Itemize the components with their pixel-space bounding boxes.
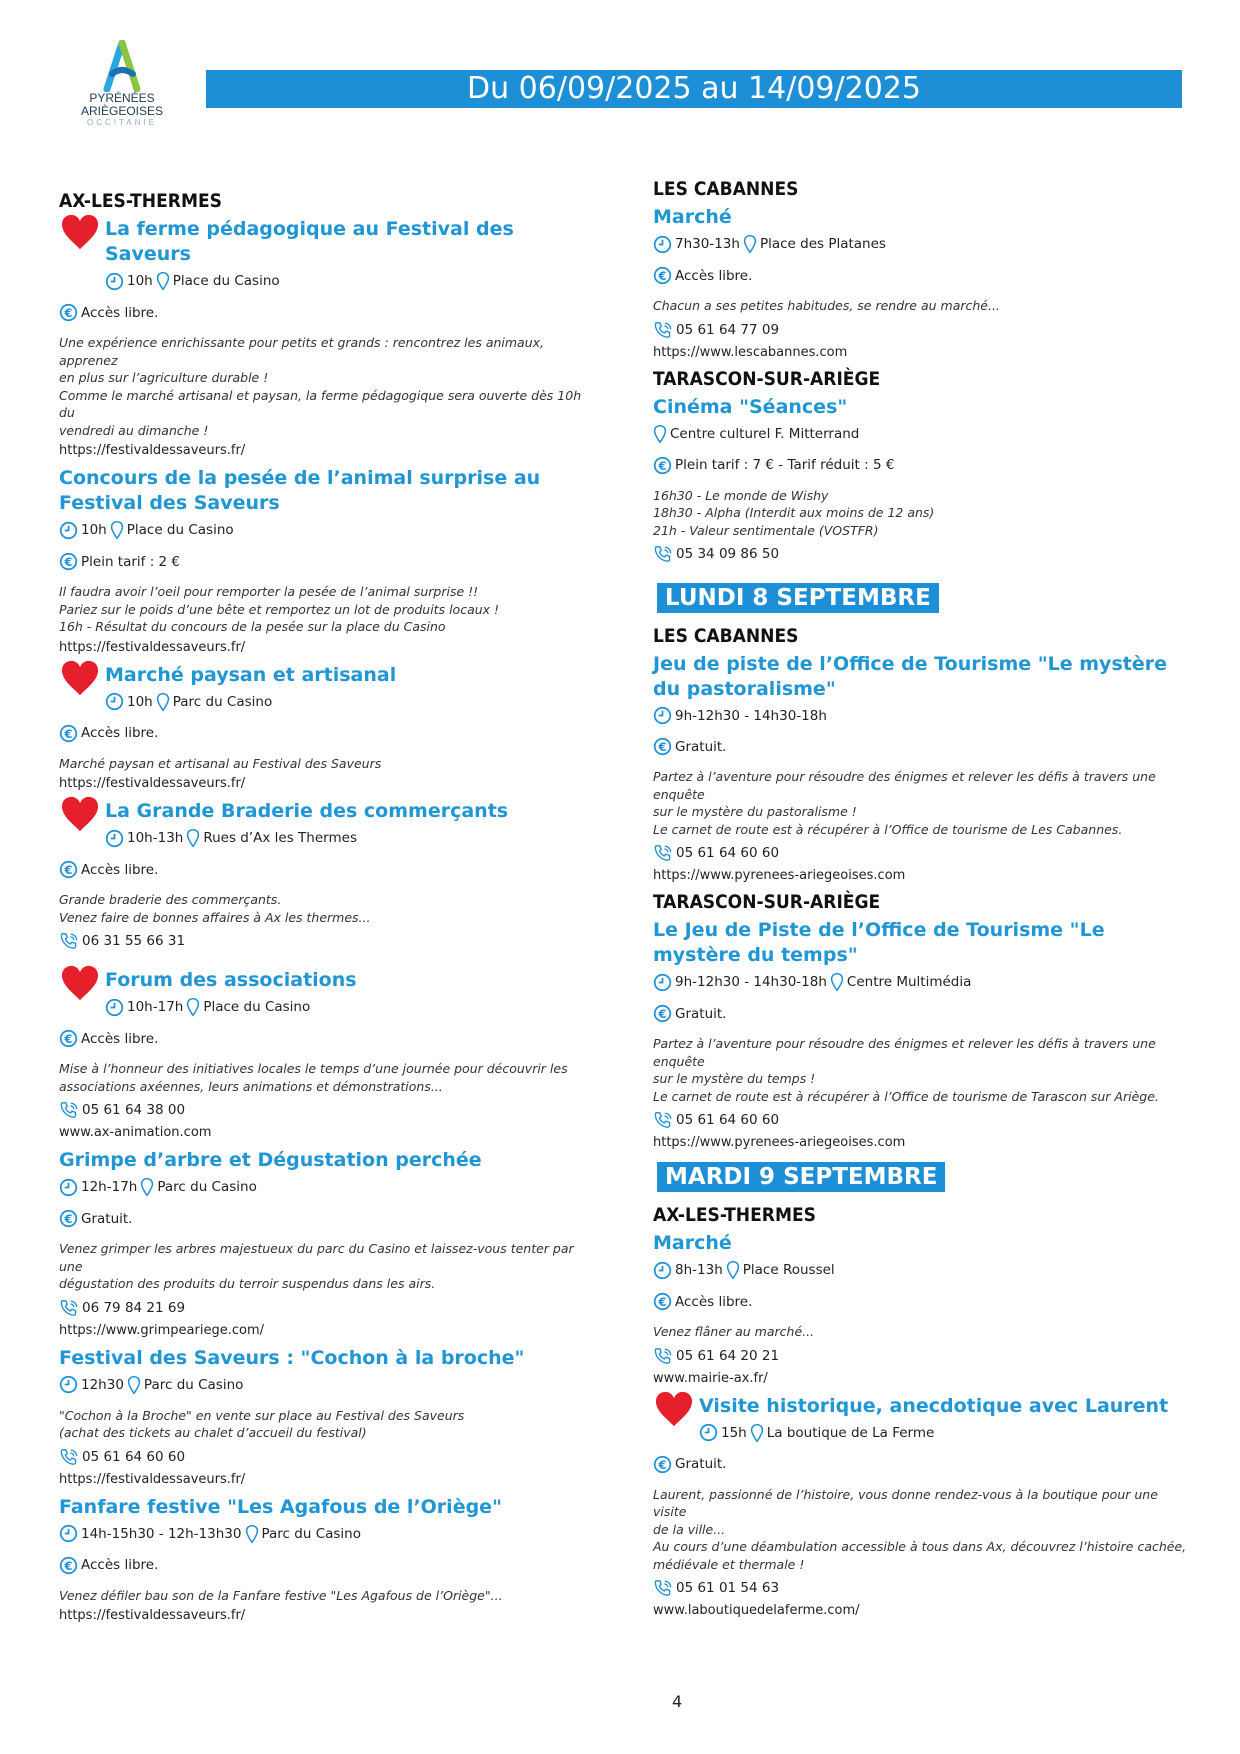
event-url[interactable]: https://www.grimpeariege.com/ xyxy=(59,1322,265,1338)
event-price-row xyxy=(653,1004,1193,1023)
euro-icon xyxy=(59,1556,78,1575)
town-heading: TARASCON-SUR-ARIÈGE xyxy=(653,891,881,913)
right-column xyxy=(653,178,1193,1626)
event-phone[interactable]: 05 61 64 60 60 xyxy=(676,1112,780,1128)
heart-icon xyxy=(59,213,101,251)
event-phone[interactable]: 05 34 09 86 50 xyxy=(676,546,780,562)
clock-icon xyxy=(105,272,124,291)
event-title[interactable]: La ferme pédagogique au Festival des Saveurs xyxy=(105,218,514,265)
phone-icon xyxy=(653,844,673,862)
event-time: 8h-13h xyxy=(675,1262,723,1278)
event-time: 14h-15h30 - 12h-13h30 xyxy=(81,1525,242,1542)
phone-icon xyxy=(59,1299,79,1317)
event-time-place xyxy=(653,972,1193,992)
event-title[interactable]: Cinéma "Séances" xyxy=(653,395,848,418)
euro-icon xyxy=(59,860,78,879)
town-heading: LES CABANNES xyxy=(653,625,799,647)
event-title[interactable]: Marché paysan et artisanal xyxy=(105,663,397,686)
event-time-place xyxy=(59,997,599,1017)
location-pin-icon xyxy=(653,424,667,444)
event-price-row xyxy=(59,724,599,743)
event-title[interactable]: La Grande Braderie des commerçants xyxy=(105,800,509,822)
event-time-row xyxy=(653,706,1193,725)
event-time: 12h-17h xyxy=(81,1179,138,1195)
event-description: Laurent, passionné de l’histoire, vous donne rendez-vous à la boutique pour une visite de la ville... Au cours d’une déambulation accessible à tous dans Ax, découvrez l’histoire cachée, médiévale et thermale ! xyxy=(653,1486,1187,1572)
location-pin-icon xyxy=(245,1524,259,1544)
location-pin-icon xyxy=(186,828,200,848)
event-card xyxy=(59,466,599,655)
day-banner: MARDI 9 SEPTEMBRE xyxy=(657,1162,945,1192)
event-price-row xyxy=(653,1455,1193,1474)
event-place-row xyxy=(653,424,1193,444)
event-time: 10h-13h xyxy=(127,830,184,846)
event-description: Partez à l’aventure pour résoudre des énigmes et relever les défis à travers une enquête sur le mystère du temps ! Le carnet de route est à récupérer à l’Office de tourisme de Tarascon sur Ariège. xyxy=(653,1036,1159,1104)
euro-icon xyxy=(653,1004,672,1023)
event-place: Rues d’Ax les Thermes xyxy=(203,830,357,846)
clock-icon xyxy=(105,998,124,1017)
event-place: Parc du Casino xyxy=(143,1376,244,1393)
location-pin-icon xyxy=(186,997,200,1017)
phone-icon xyxy=(59,1448,79,1466)
event-price-row xyxy=(59,303,599,322)
page-number: 4 xyxy=(672,1692,683,1711)
clock-icon xyxy=(59,1375,78,1394)
euro-icon xyxy=(59,1209,78,1228)
town-heading: LES CABANNES xyxy=(653,178,799,200)
event-phone[interactable]: 05 61 64 20 21 xyxy=(676,1347,780,1364)
clock-icon xyxy=(653,706,672,725)
event-phone[interactable]: 06 31 55 66 31 xyxy=(82,933,186,949)
event-description: Une expérience enrichissante pour petits et grands : rencontrez les animaux, apprenez en plus sur l’agriculture durable ! Comme le marché artisanal et paysan, la ferme pédagogique sera ouverte dès 10h du vendredi au dimanche ! xyxy=(59,335,582,438)
event-description: Mise à l’honneur des initiatives locales le temps d’une journée pour découvrir les associations axéennes, leurs animations et démonstrations... xyxy=(59,1061,568,1094)
event-description: "Cochon à la Broche" en vente sur place au Festival des Saveurs (achat des tickets au chalet d’accueil du festival) xyxy=(59,1407,465,1440)
event-card xyxy=(653,1231,1193,1386)
event-price: Gratuit. xyxy=(675,1005,727,1022)
euro-icon xyxy=(653,266,672,285)
event-card xyxy=(59,663,599,792)
phone-icon xyxy=(653,321,673,339)
event-time: 10h xyxy=(81,522,107,538)
event-place: Place du Casino xyxy=(126,522,234,538)
left-column xyxy=(59,190,599,1631)
event-url[interactable]: www.ax-animation.com xyxy=(59,1125,212,1140)
event-price: Accès libre. xyxy=(81,304,159,321)
event-title[interactable]: Marché xyxy=(653,206,732,228)
event-price-row xyxy=(59,1556,599,1575)
event-phone-row xyxy=(59,932,599,950)
event-time-place xyxy=(653,1260,1193,1280)
clock-icon xyxy=(653,973,672,992)
event-price-row xyxy=(59,1209,599,1228)
clock-icon xyxy=(105,692,124,711)
event-place: La boutique de La Ferme xyxy=(766,1424,935,1441)
event-time-place xyxy=(653,1423,1193,1443)
event-place: Place Roussel xyxy=(742,1262,835,1278)
event-card xyxy=(59,1346,599,1487)
event-description: Partez à l’aventure pour résoudre des énigmes et relever les défis à travers une enquête sur le mystère du pastoralisme ! Le carnet de route est à récupérer à l’Office de tourisme de Les Cabannes. xyxy=(653,769,1156,837)
event-card xyxy=(653,918,1193,1150)
euro-icon xyxy=(59,552,78,571)
heart-icon xyxy=(59,659,101,697)
event-url[interactable]: www.laboutiquedelaferme.com/ xyxy=(653,1603,860,1618)
location-pin-icon xyxy=(750,1423,764,1443)
event-title[interactable]: Forum des associations xyxy=(105,969,357,991)
event-description: Grande braderie des commerçants. Venez faire de bonnes affaires à Ax les thermes... xyxy=(59,892,371,925)
event-card xyxy=(653,205,1193,360)
event-title[interactable]: Le Jeu de Piste de l’Office de Tourisme "Le mystère du temps" xyxy=(653,919,1105,966)
event-phone[interactable]: 05 61 64 60 60 xyxy=(82,1448,186,1465)
event-title[interactable]: Concours de la pesée de l’animal surprise au Festival des Saveurs xyxy=(59,467,541,514)
event-card xyxy=(653,395,1193,564)
event-time: 9h-12h30 - 14h30-18h xyxy=(675,707,827,724)
event-time: 9h-12h30 - 14h30-18h xyxy=(675,974,827,990)
phone-icon xyxy=(59,1101,79,1119)
town-heading: AX-LES-THERMES xyxy=(59,190,222,212)
event-card xyxy=(59,1495,599,1624)
event-price-row xyxy=(59,860,599,879)
location-pin-icon xyxy=(156,271,170,291)
logo-line-3: OCCITANIE xyxy=(87,118,157,127)
event-time-place xyxy=(59,271,599,291)
location-pin-icon xyxy=(110,520,124,540)
event-time-place xyxy=(59,828,599,848)
event-description: 16h30 - Le monde de Wishy 18h30 - Alpha (Interdit aux moins de 12 ans) 21h - Valeur sentimentale (VOSTFR) xyxy=(653,487,935,538)
euro-icon xyxy=(59,303,78,322)
event-phone-row xyxy=(653,321,1193,339)
event-price-row xyxy=(653,1292,1193,1311)
event-title[interactable]: Fanfare festive "Les Agafous de l’Oriège" xyxy=(59,1495,502,1518)
euro-icon xyxy=(653,1292,672,1311)
event-url[interactable]: https://www.lescabannes.com xyxy=(653,344,848,360)
clock-icon xyxy=(653,235,672,254)
heart-icon xyxy=(653,1390,695,1428)
phone-icon xyxy=(653,545,673,563)
event-phone-row xyxy=(59,1448,599,1466)
clock-icon xyxy=(59,1178,78,1197)
event-price: Accès libre. xyxy=(81,725,159,741)
event-phone-row xyxy=(653,1347,1193,1365)
event-time: 10h-17h xyxy=(127,999,184,1015)
location-pin-icon xyxy=(127,1375,141,1395)
event-description: Venez flâner au marché... xyxy=(653,1324,815,1339)
event-url[interactable]: www.mairie-ax.fr/ xyxy=(653,1370,768,1386)
logo-line-2: ARIÈGEOISES xyxy=(80,104,164,118)
event-card xyxy=(59,217,599,458)
event-time: 7h30-13h xyxy=(675,236,740,252)
event-phone[interactable]: 05 61 64 60 60 xyxy=(676,845,780,861)
event-title[interactable]: Jeu de piste de l’Office de Tourisme "Le mystère du pastoralisme" xyxy=(653,653,1167,700)
event-card xyxy=(59,799,599,950)
event-phone-row xyxy=(59,1299,599,1317)
event-time-place xyxy=(653,234,1193,254)
event-time-place xyxy=(59,1524,599,1544)
euro-icon xyxy=(59,724,78,743)
logo-a-icon xyxy=(99,40,145,92)
event-price-row xyxy=(653,456,1193,475)
event-description: Venez défiler bau son de la Fanfare festive "Les Agafous de l’Oriège"... xyxy=(59,1587,503,1603)
event-price: Accès libre. xyxy=(675,267,753,284)
day-banner: LUNDI 8 SEPTEMBRE xyxy=(657,583,939,613)
event-price-row xyxy=(653,737,1193,756)
event-place: Parc du Casino xyxy=(261,1525,361,1542)
event-phone-row xyxy=(653,844,1193,862)
clock-icon xyxy=(59,1524,78,1543)
event-phone-row xyxy=(653,1579,1193,1597)
event-description: Il faudra avoir l’oeil pour remporter la pesée de l’animal surprise !! Pariez sur le poids d’une bête et remportez un lot de produits locaux ! 16h - Résultat du concours de la pesée sur la place du Casino xyxy=(59,584,500,634)
euro-icon xyxy=(653,1455,672,1474)
event-price: Accès libre. xyxy=(81,1557,159,1573)
event-card xyxy=(59,1148,599,1338)
event-place: Centre culturel F. Mitterrand xyxy=(670,425,860,442)
event-title[interactable]: Marché xyxy=(653,1232,732,1254)
event-card xyxy=(653,652,1193,883)
phone-icon xyxy=(653,1111,673,1129)
phone-icon xyxy=(653,1579,673,1597)
event-time: 15h xyxy=(721,1424,747,1441)
phone-icon xyxy=(653,1347,673,1365)
event-price: Gratuit. xyxy=(81,1210,133,1227)
event-price-row xyxy=(653,266,1193,285)
event-title[interactable]: Festival des Saveurs : "Cochon à la broche" xyxy=(59,1346,525,1369)
clock-icon xyxy=(699,1423,718,1442)
heart-icon xyxy=(59,795,101,833)
event-phone-row xyxy=(59,1101,599,1119)
location-pin-icon xyxy=(726,1260,740,1280)
euro-icon xyxy=(653,737,672,756)
event-place: Parc du Casino xyxy=(157,1179,257,1195)
event-url[interactable]: https://festivaldessaveurs.fr/ xyxy=(59,639,246,655)
event-description: Venez grimper les arbres majestueux du parc du Casino et laissez-vous tenter par une dégustation des produits du terroir suspendus dans les airs. xyxy=(59,1241,574,1291)
event-phone[interactable]: 05 61 64 77 09 xyxy=(676,321,780,338)
clock-icon xyxy=(653,1261,672,1280)
event-place: Centre Multimédia xyxy=(846,974,972,990)
location-pin-icon xyxy=(743,234,757,254)
event-phone[interactable]: 06 79 84 21 69 xyxy=(82,1299,186,1316)
town-heading: AX-LES-THERMES xyxy=(653,1204,816,1226)
event-phone[interactable]: 05 61 64 38 00 xyxy=(82,1102,186,1118)
location-pin-icon xyxy=(830,972,844,992)
event-price-row xyxy=(59,1029,599,1048)
location-pin-icon xyxy=(140,1177,154,1197)
event-price-row xyxy=(59,552,599,571)
event-price: Accès libre. xyxy=(675,1293,753,1310)
euro-icon xyxy=(59,1029,78,1048)
event-price: Accès libre. xyxy=(81,1030,159,1047)
location-pin-icon xyxy=(156,692,170,712)
event-title[interactable]: Grimpe d’arbre et Dégustation perchée xyxy=(59,1149,482,1171)
event-place: Place du Casino xyxy=(203,999,311,1015)
euro-icon xyxy=(653,456,672,475)
town-heading: TARASCON-SUR-ARIÈGE xyxy=(653,367,881,390)
event-card xyxy=(653,1394,1193,1619)
event-time: 10h xyxy=(127,693,153,710)
event-description: Chacun a ses petites habitudes, se rendre au marché... xyxy=(653,298,1000,313)
brand-logo xyxy=(72,40,172,128)
event-title[interactable]: Visite historique, anecdotique avec Laurent xyxy=(699,1394,1169,1417)
event-price: Plein tarif : 2 € xyxy=(81,553,181,570)
phone-icon xyxy=(59,932,79,950)
event-phone-row xyxy=(653,1111,1193,1129)
event-phone[interactable]: 05 61 01 54 63 xyxy=(676,1580,780,1596)
event-place: Place du Casino xyxy=(172,273,280,289)
clock-icon xyxy=(105,829,124,848)
heart-icon xyxy=(59,964,101,1002)
event-time: 12h30 xyxy=(81,1376,124,1393)
event-url[interactable]: https://festivaldessaveurs.fr/ xyxy=(59,776,246,791)
date-range-header: Du 06/09/2025 au 14/09/2025 xyxy=(206,70,1182,108)
event-card xyxy=(59,968,599,1140)
event-time-place xyxy=(59,692,599,712)
event-phone-row xyxy=(653,545,1193,563)
event-url[interactable]: https://festivaldessaveurs.fr/ xyxy=(59,443,246,458)
event-time: 10h xyxy=(127,273,153,289)
event-price: Gratuit. xyxy=(675,1456,727,1472)
event-description: Marché paysan et artisanal au Festival des Saveurs xyxy=(59,755,382,771)
event-url[interactable]: https://www.pyrenees-ariegeoises.com xyxy=(653,868,906,883)
event-price: Plein tarif : 7 € - Tarif réduit : 5 € xyxy=(675,457,895,473)
event-url[interactable]: https://festivaldessaveurs.fr/ xyxy=(59,1608,246,1623)
event-price: Accès libre. xyxy=(81,861,159,878)
clock-icon xyxy=(59,521,78,540)
event-place: Parc du Casino xyxy=(172,693,273,710)
event-time-place xyxy=(59,1375,599,1395)
event-time-place xyxy=(59,520,599,540)
logo-line-1: PYRÉNÉES xyxy=(89,91,155,105)
event-time-place xyxy=(59,1177,599,1197)
event-price: Gratuit. xyxy=(675,738,727,755)
event-place: Place des Platanes xyxy=(759,236,886,252)
event-url[interactable]: https://www.pyrenees-ariegeoises.com xyxy=(653,1135,906,1150)
event-url[interactable]: https://festivaldessaveurs.fr/ xyxy=(59,1471,246,1487)
